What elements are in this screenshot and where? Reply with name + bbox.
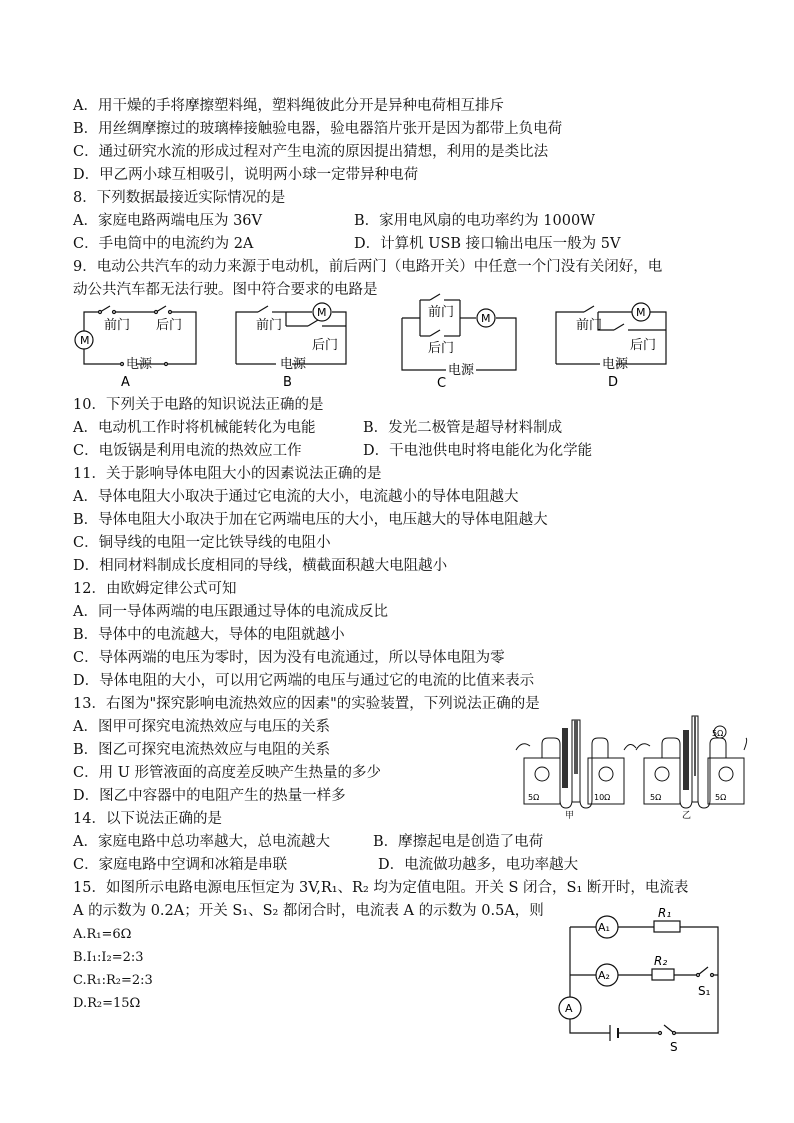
q8-option-b: B．家用电风扇的电功率约为 1000W <box>354 213 596 229</box>
q11-option-c: C．铜导线的电阻一定比铁导线的电阻小 <box>73 535 331 551</box>
q13-option-d: D．图乙中容器中的电阻产生的热量一样多 <box>73 788 346 804</box>
q8-option-a: A．家庭电路两端电压为 36V <box>73 213 263 229</box>
q13-stem: 13．右图为"探究影响电流热效应的因素"的实验装置，下列说法正确的是 <box>73 696 540 712</box>
q13-option-a: A．图甲可探究电流热效应与电压的关系 <box>73 719 330 735</box>
q15-option-d: D.R₂=15Ω <box>73 996 141 1011</box>
source-label: 电源 <box>448 363 475 378</box>
back-door-label: 后门 <box>312 338 339 353</box>
circuit-b-figure <box>228 300 358 390</box>
q15-stem-line1: 15．如图所示电路电源电压恒定为 3V,R₁、R₂ 均为定值电阻。开关 S 闭合，S₁ 断开时，电流表 <box>73 880 689 896</box>
q10-stem: 10．下列关于电路的知识说法正确的是 <box>73 397 324 413</box>
q11-option-b: B．导体电阻大小取决于加在它两端电压的大小，电压越大的导体电阻越大 <box>73 512 548 528</box>
back-door-label: 后门 <box>156 318 183 333</box>
resistor-label-10: 10Ω <box>594 793 611 802</box>
q9-stem-line1: 9．电动公共汽车的动力来源于电动机，前后两门（电路开关）中任意一个门没有关闭好，电 <box>73 259 663 275</box>
back-door-label: 后门 <box>630 338 657 353</box>
front-door-label: 前门 <box>428 305 455 320</box>
option-label-d: D <box>608 375 619 390</box>
figure-label-jia: 甲 <box>565 811 575 821</box>
front-door-label: 前门 <box>104 318 131 333</box>
q10-option-d: D．干电池供电时将电能化为化学能 <box>363 443 593 459</box>
q7-option-d: D．甲乙两小球互相吸引，说明两小球一定带异种电荷 <box>73 167 419 183</box>
r2-label: R₂ <box>654 954 668 968</box>
circuit-d-figure <box>548 300 678 390</box>
q8-option-d: D．计算机 USB 接口输出电压一般为 5V <box>354 236 621 252</box>
option-label-c: C <box>437 376 447 391</box>
q7-option-b: B．用丝绸摩擦过的玻璃棒接触验电器，验电器箔片张开是因为都带上负电荷 <box>73 121 563 137</box>
front-door-label: 前门 <box>576 318 603 333</box>
q11-option-a: A．导体电阻大小取决于通过它电流的大小，电流越小的导体电阻越大 <box>73 489 519 505</box>
q14-option-a: A．家庭电路中总功率越大，总电流越大 <box>73 834 330 850</box>
front-door-label: 前门 <box>256 318 283 333</box>
ammeter-a-label: A <box>565 1002 573 1015</box>
q12-option-c: C．导体两端的电压为零时，因为没有电流通过，所以导体电阻为零 <box>73 650 505 666</box>
source-label: 电源 <box>602 357 629 372</box>
switch-s-label: S <box>670 1040 678 1054</box>
q15-circuit-figure <box>548 906 738 1060</box>
source-label: 电源 <box>126 357 153 372</box>
resistor-label-5: 5Ω <box>650 793 662 802</box>
q12-option-b: B．导体中的电流越大，导体的电阻就越小 <box>73 627 345 643</box>
q8-stem: 8．下列数据最接近实际情况的是 <box>73 190 286 206</box>
motor-label: M <box>636 306 646 319</box>
q10-option-b: B．发光二极管是超导材料制成 <box>363 420 563 436</box>
q12-stem: 12．由欧姆定律公式可知 <box>73 581 237 597</box>
q14-option-d: D．电流做功越多，电功率越大 <box>378 857 579 873</box>
q11-option-d: D．相同材料制成长度相同的导线，横截面积越大电阻越小 <box>73 558 448 574</box>
resistor-label-5: 5Ω <box>712 729 724 738</box>
q8-option-c: C．手电筒中的电流约为 2A <box>73 236 254 252</box>
q13-option-b: B．图乙可探究电流热效应与电阻的关系 <box>73 742 331 758</box>
source-label: 电源 <box>280 357 307 372</box>
q9-stem-line2: 动公共汽车都无法行驶。图中符合要求的电路是 <box>73 282 378 298</box>
q10-option-c: C．电饭锅是利用电流的热效应工作 <box>73 443 302 459</box>
circuit-c-figure <box>398 290 528 390</box>
option-label-b: B <box>283 375 292 390</box>
q10-option-a: A．电动机工作时将机械能转化为电能 <box>73 420 316 436</box>
q14-option-b: B．摩擦起电是创造了电荷 <box>373 834 544 850</box>
motor-label: M <box>317 306 327 319</box>
ammeter-a1-label: A₁ <box>598 921 610 934</box>
q7-option-a: A．用干燥的手将摩擦塑料绳，塑料绳彼此分开是异种电荷相互排斥 <box>73 98 504 114</box>
q15-option-c: C.R₁:R₂=2:3 <box>73 973 153 988</box>
back-door-label: 后门 <box>428 341 455 356</box>
q14-stem: 14．以下说法正确的是 <box>73 811 222 827</box>
ammeter-a2-label: A₂ <box>598 969 610 982</box>
heat-experiment-figure <box>510 710 750 820</box>
figure-label-yi: 乙 <box>682 811 692 821</box>
r1-label: R₁ <box>658 906 672 920</box>
q7-option-c: C．通过研究水流的形成过程对产生电流的原因提出猜想，利用的是类比法 <box>73 144 549 160</box>
option-label-a: A <box>121 375 130 390</box>
motor-label: M <box>481 312 491 325</box>
q12-option-d: D．导体电阻的大小，可以用它两端的电压与通过它的电流的比值来表示 <box>73 673 535 689</box>
motor-label: M <box>80 334 90 347</box>
q11-stem: 11．关于影响导体电阻大小的因素说法正确的是 <box>73 466 382 482</box>
q15-option-b: B.I₁:I₂=2:3 <box>73 950 144 965</box>
resistor-label-5: 5Ω <box>528 793 540 802</box>
q12-option-a: A．同一导体两端的电压跟通过导体的电流成反比 <box>73 604 388 620</box>
q15-stem-line2: A 的示数为 0.2A；开关 S₁、S₂ 都闭合时，电流表 A 的示数为 0.5A，则 <box>73 903 544 919</box>
q14-option-c: C．家庭电路中空调和冰箱是串联 <box>73 857 288 873</box>
circuit-a-figure <box>70 300 205 390</box>
resistor-label-5: 5Ω <box>715 793 727 802</box>
switch-s1-label: S₁ <box>698 984 711 998</box>
q13-option-c: C．用 U 形管液面的高度差反映产生热量的多少 <box>73 765 382 781</box>
q15-option-a: A.R₁=6Ω <box>73 927 132 942</box>
